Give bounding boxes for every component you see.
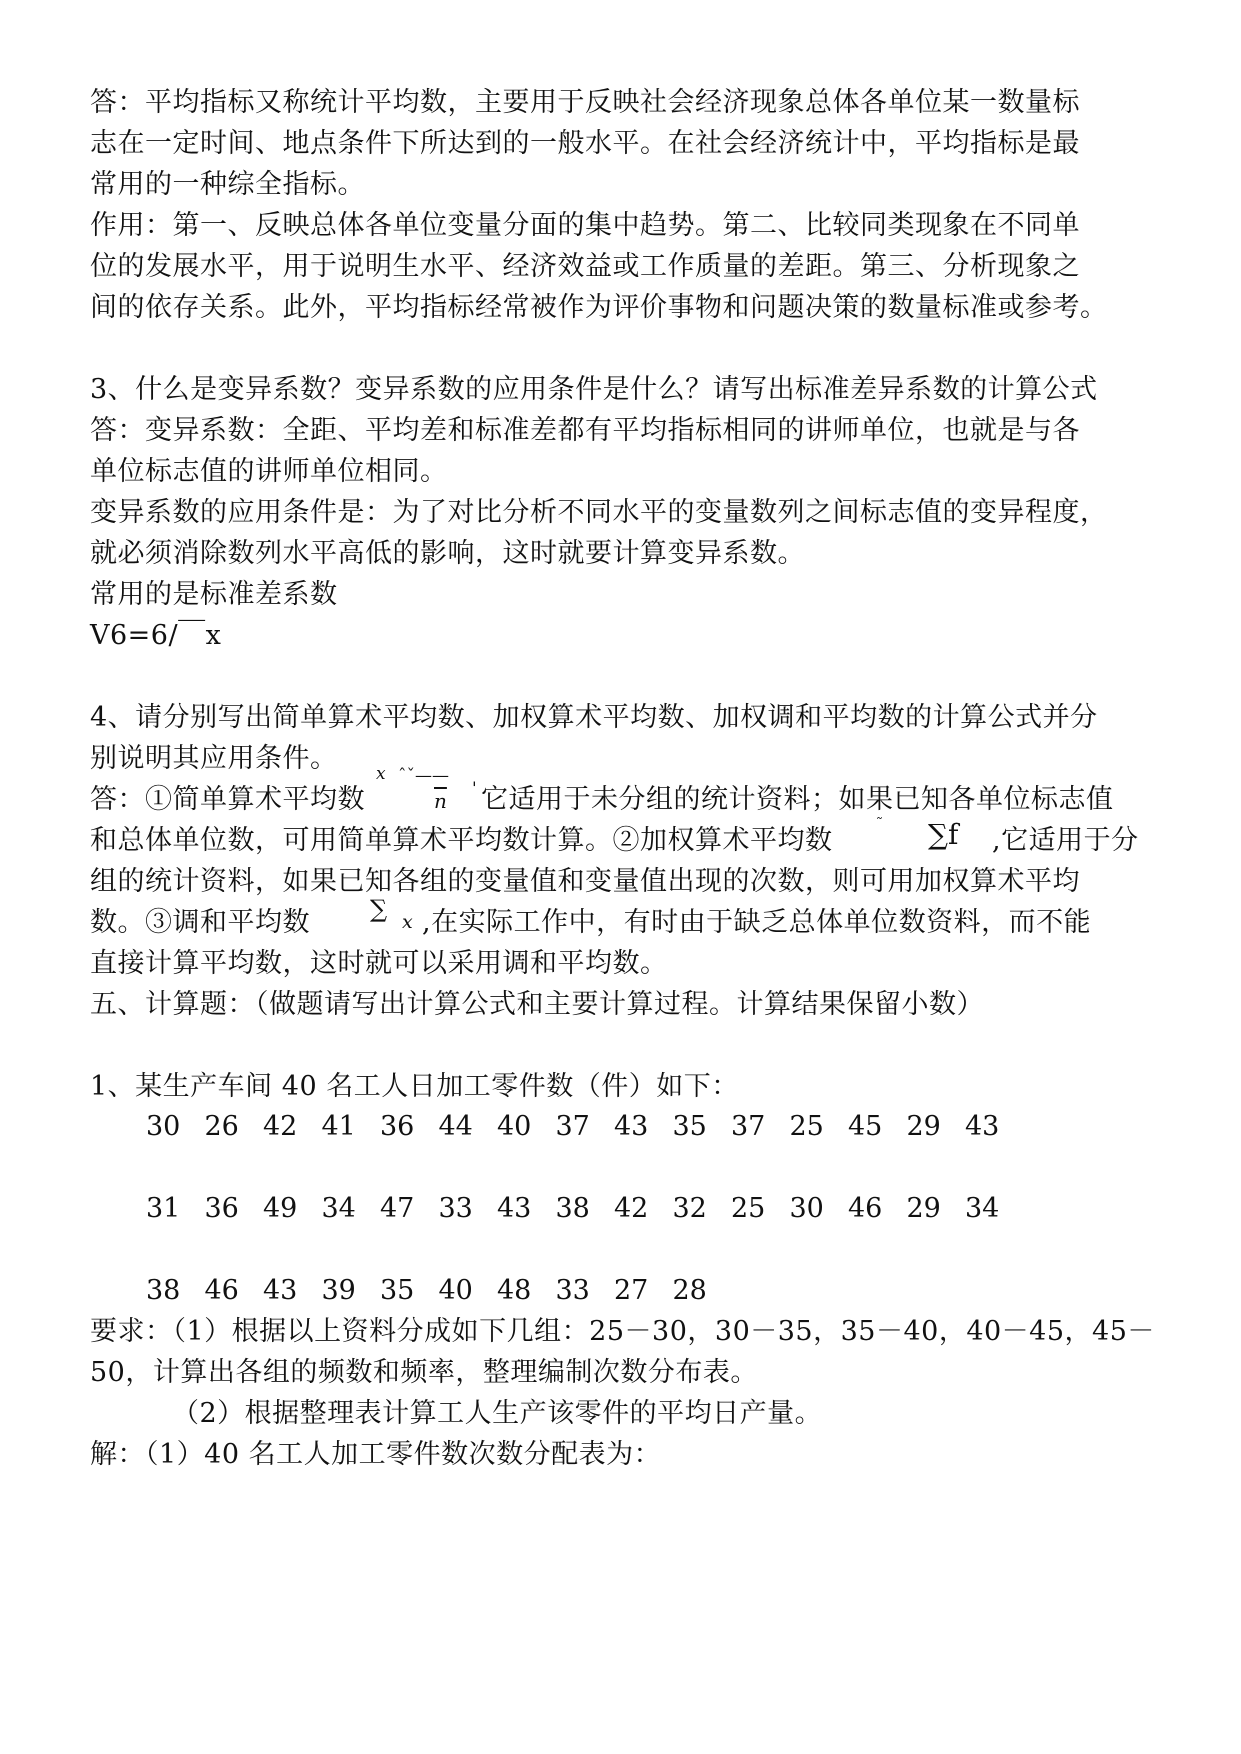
formula-fragment: ': [472, 779, 477, 799]
text-line: 作用：第一、反映总体各单位变量分面的集中趋势。第二、比较同类现象在不同单: [90, 210, 1080, 241]
text-line: 数。③调和平均数: [90, 907, 310, 938]
text-line: 就必须消除数列水平高低的影响，这时就要计算变异系数。: [90, 538, 805, 569]
formula-fragment: x: [376, 764, 386, 784]
section-heading: 五、计算题：（做题请写出计算公式和主要计算过程。计算结果保留小数）: [90, 989, 984, 1020]
data-value: 42: [614, 1193, 649, 1224]
data-value: 40: [497, 1111, 532, 1142]
text-line: 和总体单位数，可用简单算术平均数计算。②加权算术平均数: [90, 825, 833, 856]
formula-fragment: ∑f: [928, 818, 959, 851]
text-line: 常用的一种综全指标。: [90, 169, 365, 200]
data-value: 46: [204, 1275, 239, 1306]
text-line: 答：①简单算术平均数: [90, 784, 365, 815]
data-value: 38: [146, 1275, 181, 1306]
data-value: 41: [321, 1111, 356, 1142]
data-value: 29: [906, 1111, 941, 1142]
text-line: 组的统计资料，如果已知各组的变量值和变量值出现的次数，则可用加权算术平均: [90, 866, 1080, 897]
data-value: 46: [848, 1193, 883, 1224]
data-value: 43: [965, 1111, 1000, 1142]
data-value: 37: [555, 1111, 590, 1142]
data-value: 36: [380, 1111, 415, 1142]
text-line: 位的发展水平，用于说明生水平、经济效益或工作质量的差距。第三、分析现象之: [90, 251, 1080, 282]
data-value: 47: [380, 1193, 415, 1224]
text-line: 变异系数的应用条件是：为了对比分析不同水平的变量数列之间标志值的变异程度，: [90, 497, 1108, 528]
data-value: 29: [906, 1193, 941, 1224]
data-value: 31: [146, 1193, 181, 1224]
formula-fragment: x: [402, 911, 413, 933]
formula-fragment: ˜: [876, 816, 883, 832]
data-value: 37: [731, 1111, 766, 1142]
data-value: 39: [321, 1275, 356, 1306]
text-line: 直接计算平均数，这时就可以采用调和平均数。: [90, 948, 668, 979]
data-value: 44: [438, 1111, 473, 1142]
question-heading: 4、请分别写出简单算术平均数、加权算术平均数、加权调和平均数的计算公式并分: [90, 702, 1098, 733]
data-row: [146, 1192, 1024, 1226]
question-heading: 1、某生产车间 40 名工人日加工零件数（件）如下：: [90, 1071, 739, 1102]
text-line: （2）根据整理表计算工人生产该零件的平均日产量。: [172, 1398, 823, 1429]
data-value: 30: [146, 1111, 181, 1142]
text-line: 单位标志值的讲师单位相同。: [90, 456, 448, 487]
text-line: 答：平均指标又称统计平均数，主要用于反映社会经济现象总体各单位某一数量标: [90, 87, 1080, 118]
data-value: 25: [731, 1193, 766, 1224]
formula-fragment: ∑: [370, 895, 388, 923]
data-value: 26: [204, 1111, 239, 1142]
formula-fragment: ˆˇ——: [398, 766, 449, 786]
data-value: 43: [263, 1275, 298, 1306]
data-row: [146, 1274, 731, 1308]
text-line: 解：（1）40 名工人加工零件数次数分配表为：: [90, 1439, 662, 1470]
data-value: 34: [321, 1193, 356, 1224]
data-row: [146, 1110, 1024, 1144]
data-value: 42: [263, 1111, 298, 1142]
data-value: 45: [848, 1111, 883, 1142]
data-value: 43: [614, 1111, 649, 1142]
text-line: ,它适用于分: [992, 825, 1139, 856]
data-value: 43: [497, 1193, 532, 1224]
text-line: 50，计算出各组的频数和频率，整理编制次数分布表。: [90, 1357, 758, 1388]
text-line: 志在一定时间、地点条件下所达到的一般水平。在社会经济统计中，平均指标是最: [90, 128, 1080, 159]
data-value: 48: [497, 1275, 532, 1306]
text-line: 要求：（1）根据以上资料分成如下几组：25－30，30－35，35－40，40－45，45－: [90, 1316, 1155, 1347]
question-heading: 3、什么是变异系数？变异系数的应用条件是什么？请写出标准差异系数的计算公式: [90, 374, 1098, 405]
data-value: 33: [555, 1275, 590, 1306]
data-value: 38: [555, 1193, 590, 1224]
data-value: 30: [789, 1193, 824, 1224]
text-line: 别说明其应用条件。: [90, 743, 338, 774]
data-value: 34: [965, 1193, 1000, 1224]
data-value: 40: [438, 1275, 473, 1306]
data-value: 35: [380, 1275, 415, 1306]
text-line: 答：变异系数：全距、平均差和标准差都有平均指标相同的讲师单位，也就是与各: [90, 415, 1080, 446]
data-value: 28: [672, 1275, 707, 1306]
text-line: 常用的是标准差系数: [90, 579, 338, 610]
data-value: 49: [263, 1193, 298, 1224]
data-value: 25: [789, 1111, 824, 1142]
data-value: 35: [672, 1111, 707, 1142]
data-value: 32: [672, 1193, 707, 1224]
text-line: ,在实际工作中，有时由于缺乏总体单位数资料，而不能: [422, 907, 1092, 938]
text-line: 它适用于未分组的统计资料；如果已知各单位标志值: [481, 784, 1114, 815]
formula-line: V6=6/￣x: [90, 620, 222, 651]
text-line: 间的依存关系。此外，平均指标经常被作为评价事物和问题决策的数量标准或参考。: [90, 292, 1108, 323]
data-value: 33: [438, 1193, 473, 1224]
formula-fragment: $\overline{n}$: [434, 789, 447, 813]
data-value: 27: [614, 1275, 649, 1306]
data-value: 36: [204, 1193, 239, 1224]
